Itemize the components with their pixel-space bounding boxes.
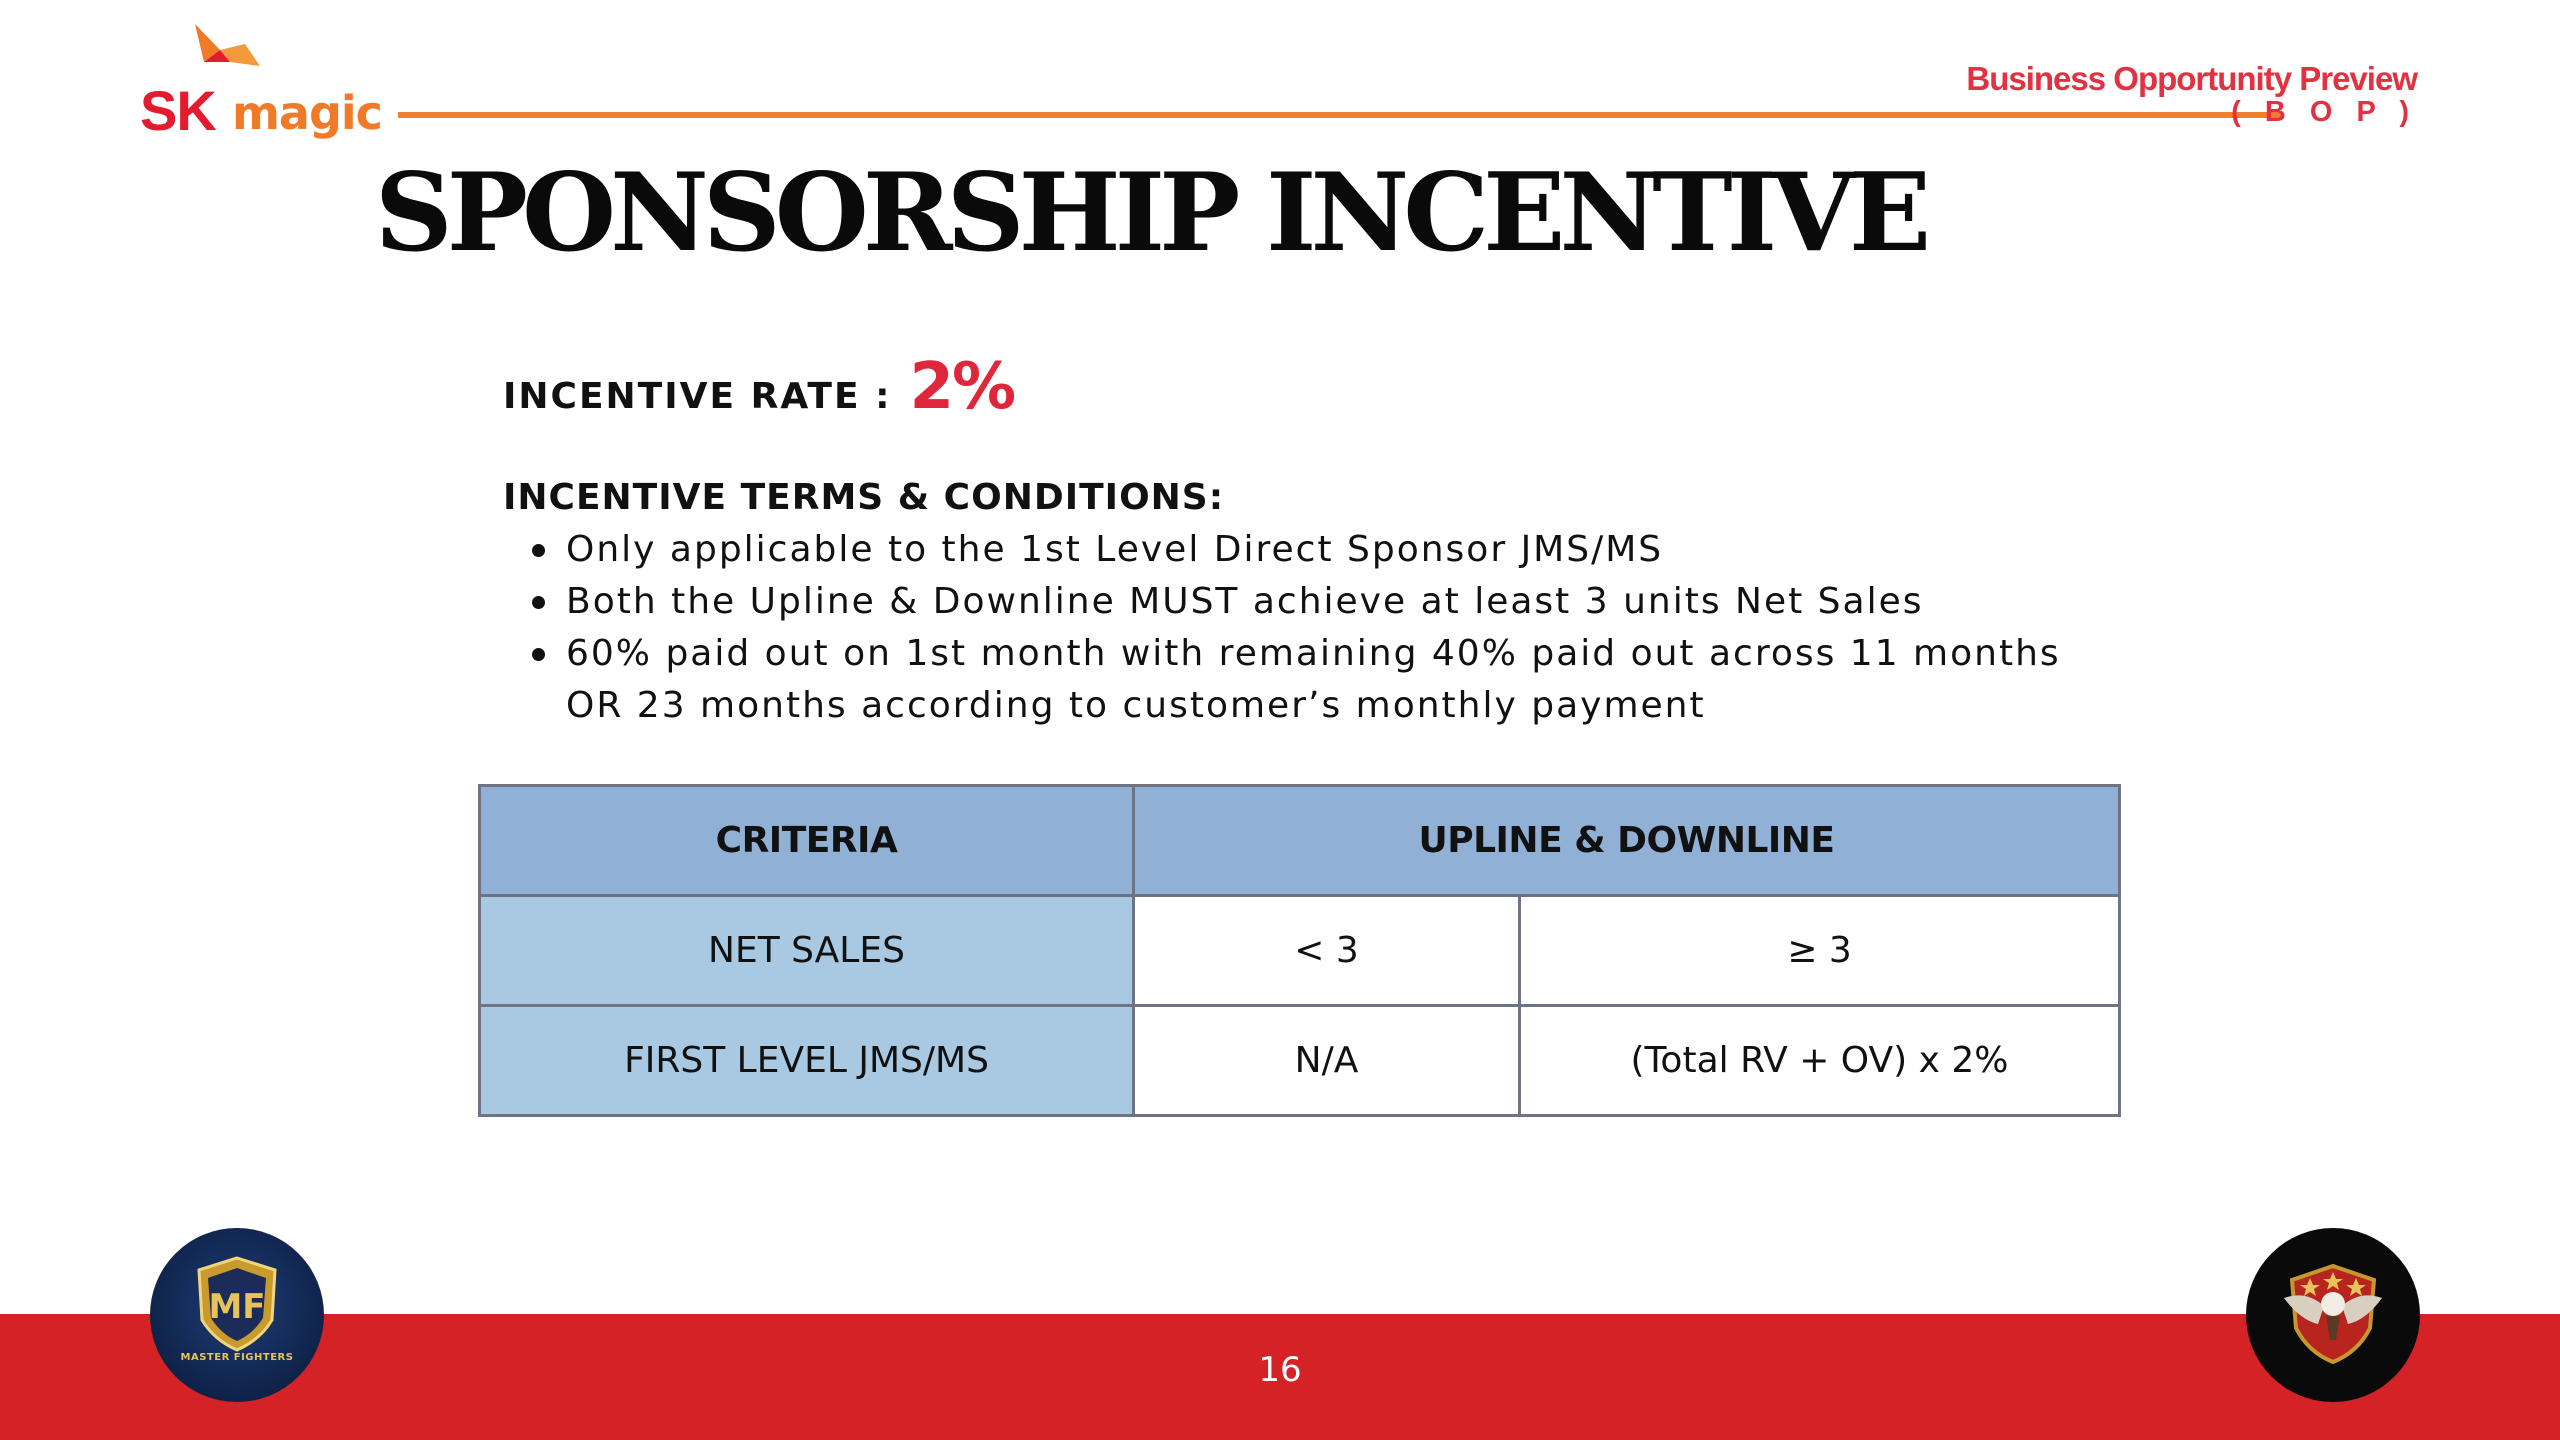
table-cell: ≥ 3	[1520, 896, 2120, 1006]
logo-magic-text: magic	[232, 86, 382, 140]
badge-caption: MASTER FIGHTERS	[180, 1352, 294, 1363]
terms-heading: INCENTIVE TERMS & CONDITIONS:	[503, 477, 1225, 518]
list-item: 60% paid out on 1st month with remaining 40% paid out across 11 months OR 23 months according to customer’s monthly payment	[530, 628, 2106, 732]
table-row	[480, 896, 2120, 1006]
sk-magic-logo	[140, 22, 380, 152]
table-cell-criteria: NET SALES	[480, 896, 1134, 1006]
incentive-rate-row	[503, 350, 1014, 424]
page-title: SPONSORSHIP INCENTIVE	[374, 150, 1926, 276]
bullet-icon	[532, 596, 545, 609]
terms-list	[530, 524, 2130, 732]
incentive-rate-value: 2%	[909, 350, 1015, 424]
table-cell: (Total RV + OV) x 2%	[1520, 1006, 2120, 1116]
list-item: Only applicable to the 1st Level Direct Sponsor JMS/MS	[530, 524, 2130, 576]
eagle-team-badge	[2246, 1228, 2420, 1402]
logo-sk-text: SK	[140, 79, 216, 142]
table-header-criteria: CRITERIA	[480, 786, 1134, 896]
bullet-icon	[532, 544, 545, 557]
table-cell-criteria: FIRST LEVEL JMS/MS	[480, 1006, 1134, 1116]
table-cell: N/A	[1134, 1006, 1520, 1116]
svg-text:MF: MF	[208, 1287, 266, 1327]
table-header-upline-downline: UPLINE & DOWNLINE	[1134, 786, 2120, 896]
incentive-rate-label: INCENTIVE RATE :	[503, 376, 892, 417]
page-number: 16	[1258, 1350, 1302, 1390]
master-fighters-badge	[150, 1228, 324, 1402]
incentive-table	[478, 784, 2121, 1117]
shield-icon	[150, 1228, 324, 1402]
header-divider	[398, 112, 2280, 118]
table-cell: < 3	[1134, 896, 1520, 1006]
header-subtitle: ( B O P )	[2231, 96, 2417, 128]
table-header-row	[480, 786, 2120, 896]
list-item: Both the Upline & Downline MUST achieve at least 3 units Net Sales	[530, 576, 2130, 628]
header-title: Business Opportunity Preview	[1966, 60, 2417, 97]
eagle-emblem-icon	[2246, 1228, 2420, 1402]
bullet-icon	[532, 648, 545, 661]
table-row	[480, 1006, 2120, 1116]
